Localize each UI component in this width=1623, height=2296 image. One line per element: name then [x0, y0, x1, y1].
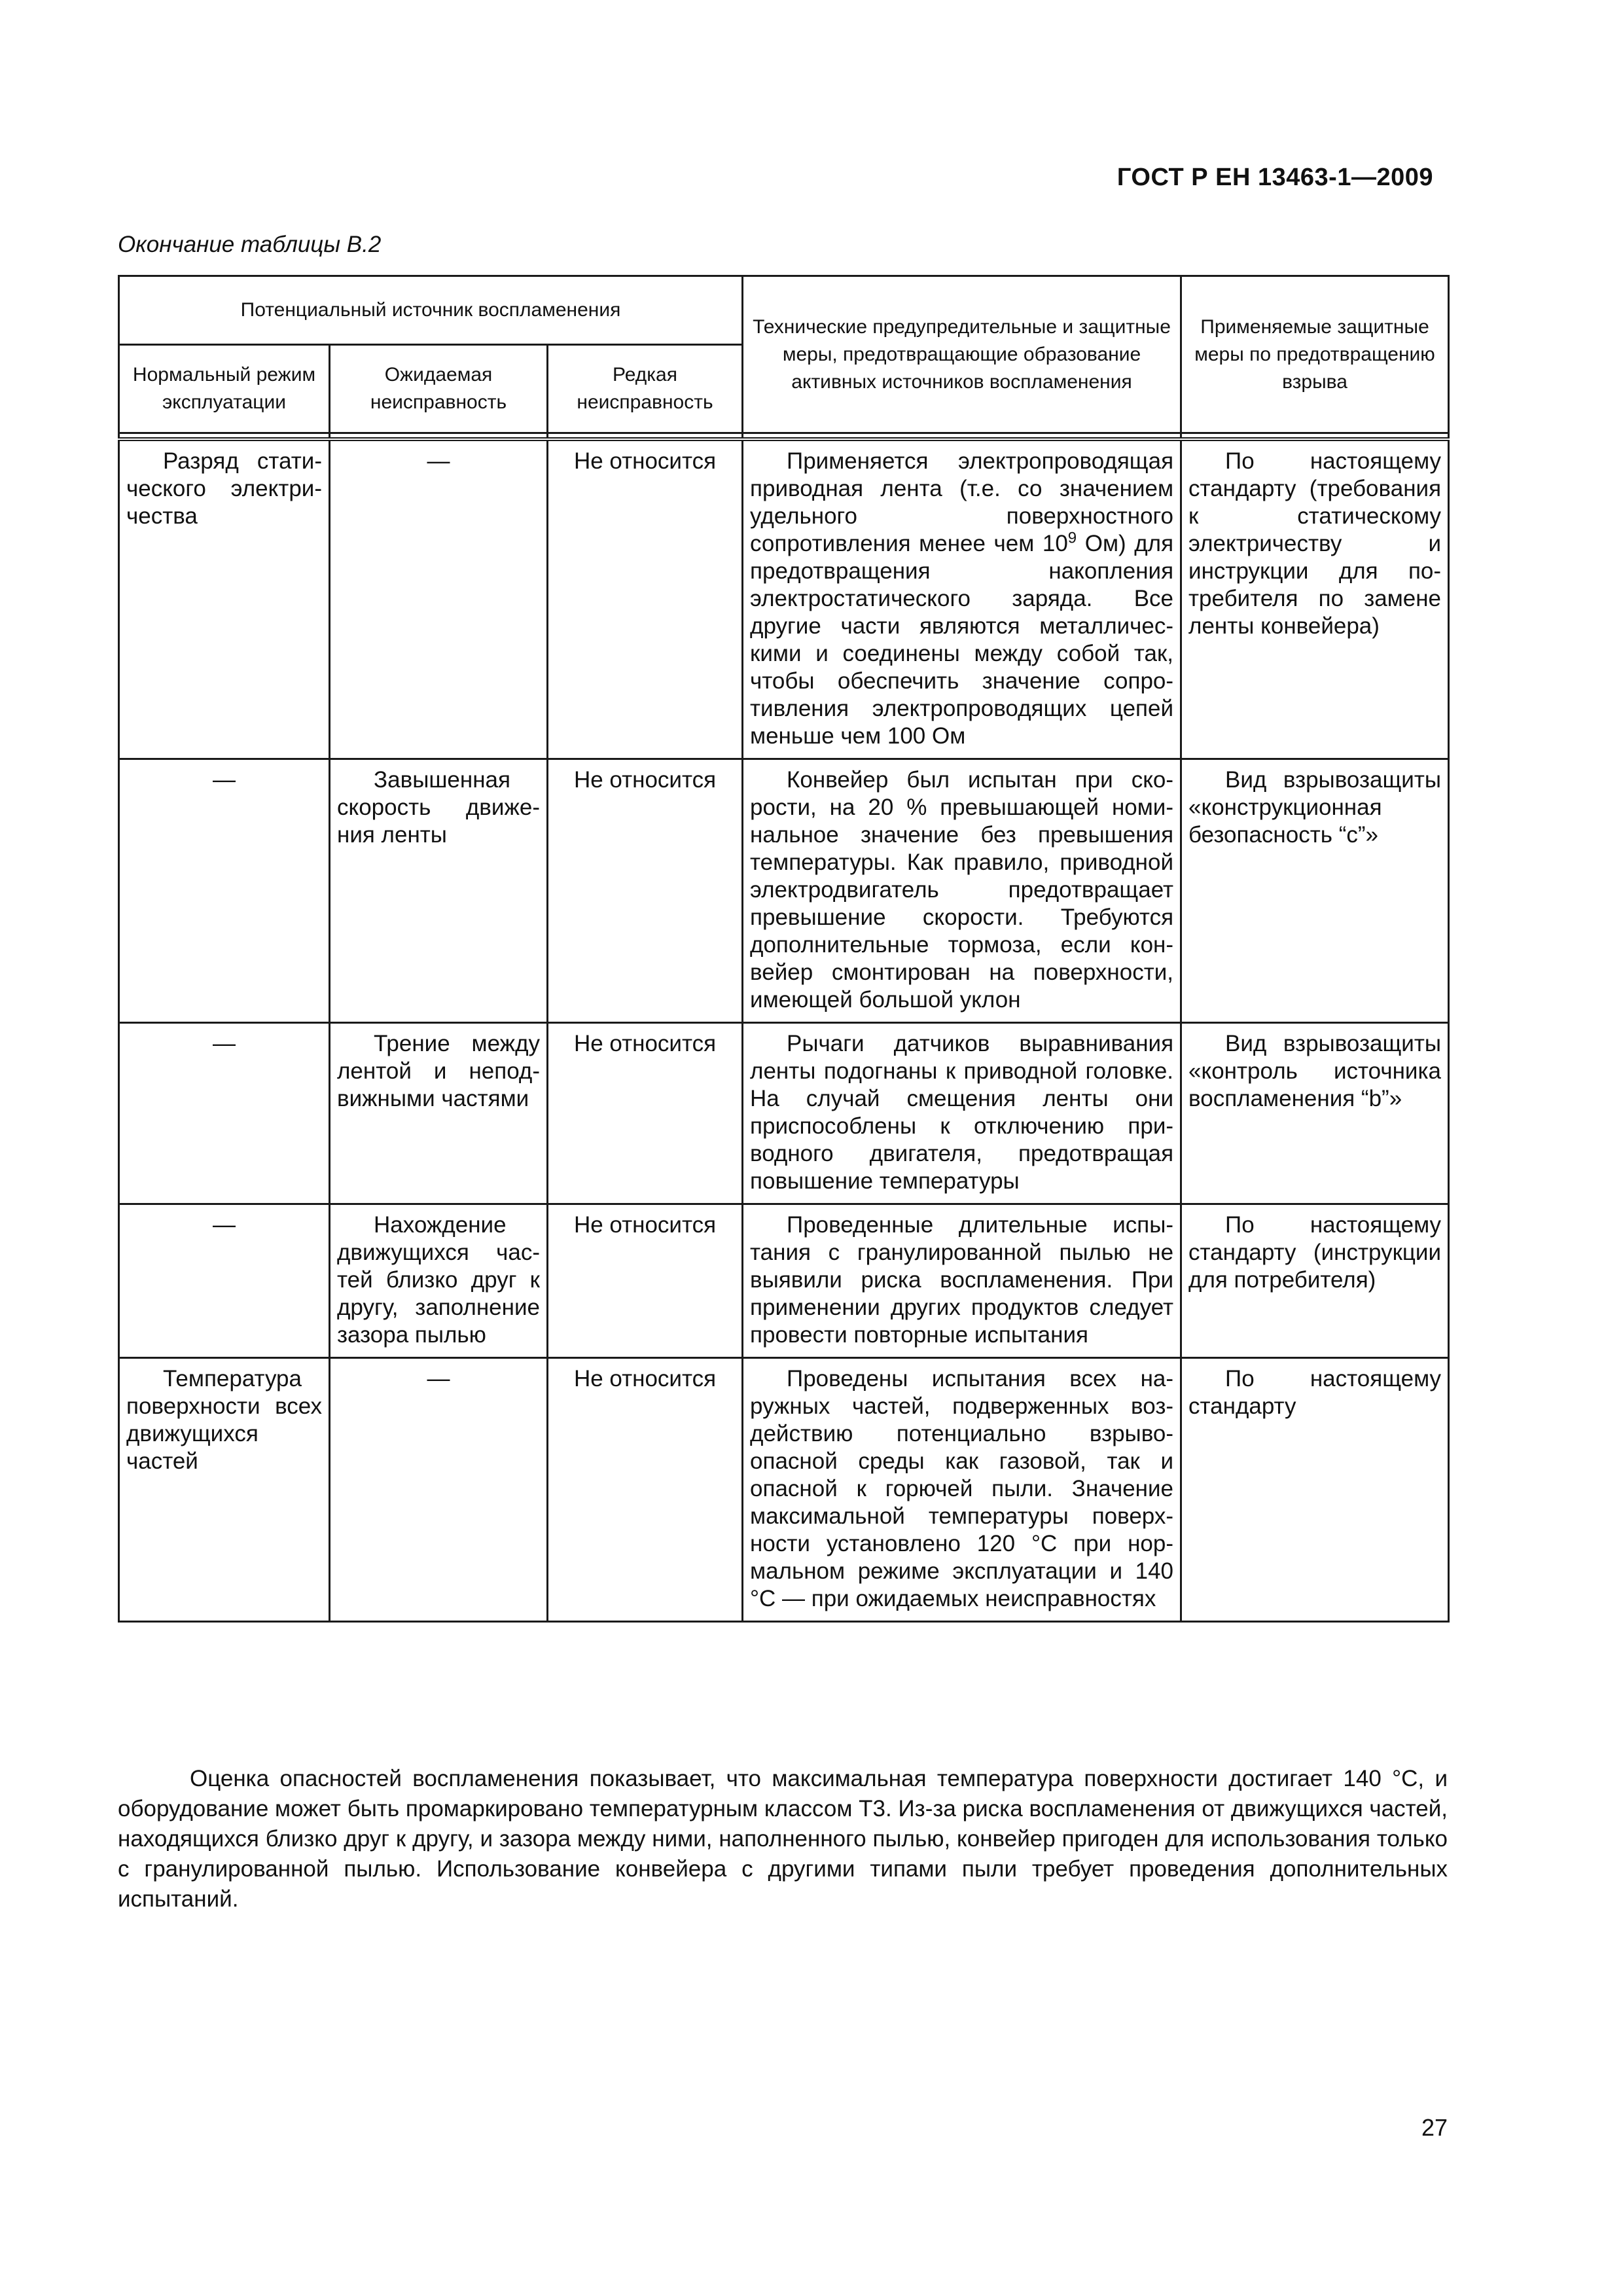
table-row: [119, 1358, 1449, 1622]
cell-applied: Вид взрывозащиты «контроль источника воспламенения “b”»: [1181, 1023, 1449, 1204]
cell-expected: Трение между лентой и неподвижными частями: [330, 1023, 548, 1204]
cell-measures: Проведены испытания всех наружных частей, подверженных воздействию потенциально взрывоопасной среды как газовой, так и опасной к горючей пыли. Значение максимальной температуры поверхности установлено 120 °С при нормальном режиме эксплуатации и 140 °С — при ожидаемых неисправностях: [743, 1358, 1181, 1622]
header-applied-measures: Применяемые защитные меры по предотвращению взрыва: [1181, 276, 1449, 433]
table-row: [119, 1023, 1449, 1204]
cell-applied: По настоящему стандарту (инструкции для потребителя): [1181, 1204, 1449, 1358]
cell-applied: По настоящему стандарту: [1181, 1358, 1449, 1622]
cell-rare: Не относится: [548, 1204, 743, 1358]
header-separator: [119, 433, 1449, 440]
cell-rare: Не относится: [548, 439, 743, 759]
table-row: [119, 759, 1449, 1023]
cell-rare: Не относится: [548, 1358, 743, 1622]
header-normal-operation: Нормальный режим эксплуатации: [119, 345, 330, 433]
measures-text-start: Применяется электропроводящая приводная лента (т.е. со значением удельного поверхностного сопротивления менее чем 10: [750, 448, 1174, 556]
header-expected-fault: Ожидаемая неисправность: [330, 345, 548, 433]
document-code: ГОСТ Р ЕН 13463-1—2009: [1116, 164, 1433, 191]
measures-exponent: 9: [1067, 529, 1077, 547]
ignition-sources-table: [118, 275, 1450, 1623]
cell-rare: Не относится: [548, 1023, 743, 1204]
cell-normal: Разряд статического электричества: [119, 439, 330, 759]
cell-normal: Температура поверхности всех движущихся частей: [119, 1358, 330, 1622]
conclusion-paragraph: Оценка опасностей воспламенения показывает, что максимальная температура поверхности достигает 140 °С, и оборудование может быть промаркировано температурным классом Т3. Из-за риска воспламенения от движущихся частей, находящихся близко друг к другу, и зазора между ними, наполненного пылью, конвейер пригоден для использования только с гранулированной пылью. Использование конвейера с другими типами пыли требует проведения дополнительных испытаний.: [118, 1766, 1448, 1912]
cell-expected: —: [330, 439, 548, 759]
cell-normal: —: [119, 1204, 330, 1358]
cell-expected: Нахождение движущихся частей близко друг к другу, заполнение зазора пылью: [330, 1204, 548, 1358]
cell-rare: Не относится: [548, 759, 743, 1023]
cell-applied: По настоящему стандарту (требования к статическому электричеству и инструкции для потребителя по замене ленты конвейера): [1181, 439, 1449, 759]
header-preventive-measures: Технические предупредительные и защитные меры, предотвращающие образование активных источников воспламенения: [743, 276, 1181, 433]
header-rare-fault: Редкая неисправность: [548, 345, 743, 433]
cell-applied: Вид взрывозащиты «конструкционная безопасность “с”»: [1181, 759, 1449, 1023]
measures-text-end: Ом) для предотвращения накопления электростатического заряда. Все другие части являются металлическими и соединены между собой так, чтобы обеспечить значение сопротивления электропроводящих цепей меньше чем 100 Ом: [750, 531, 1174, 749]
cell-expected: Завышенная скорость движения ленты: [330, 759, 548, 1023]
cell-normal: —: [119, 759, 330, 1023]
cell-measures: Конвейер был испытан при скорости, на 20 % превышающей номинальное значение без превышения температуры. Как правило, приводной электродвигатель предотвращает превышение скорости. Требуются дополнительные тормоза, если конвейер смонтирован на поверхности, имеющей большой уклон: [743, 759, 1181, 1023]
table-row: [119, 439, 1449, 759]
table-row: [119, 1204, 1449, 1358]
table-caption: Окончание таблицы В.2: [118, 232, 382, 257]
page-number: 27: [1421, 2114, 1448, 2141]
cell-measures: Проведенные длительные испытания с гранулированной пылью не выявили риска воспламенения. При применении других продуктов следует провести повторные испытания: [743, 1204, 1181, 1358]
cell-measures: Рычаги датчиков выравнивания ленты подогнаны к приводной головке. На случай смещения ленты они приспособлены к отключению приводного двигателя, предотвращая повышение температуры: [743, 1023, 1181, 1204]
cell-measures: [743, 439, 1181, 759]
cell-normal: —: [119, 1023, 330, 1204]
cell-expected: —: [330, 1358, 548, 1622]
header-ignition-source-group: Потенциальный источник воспламенения: [119, 276, 743, 345]
